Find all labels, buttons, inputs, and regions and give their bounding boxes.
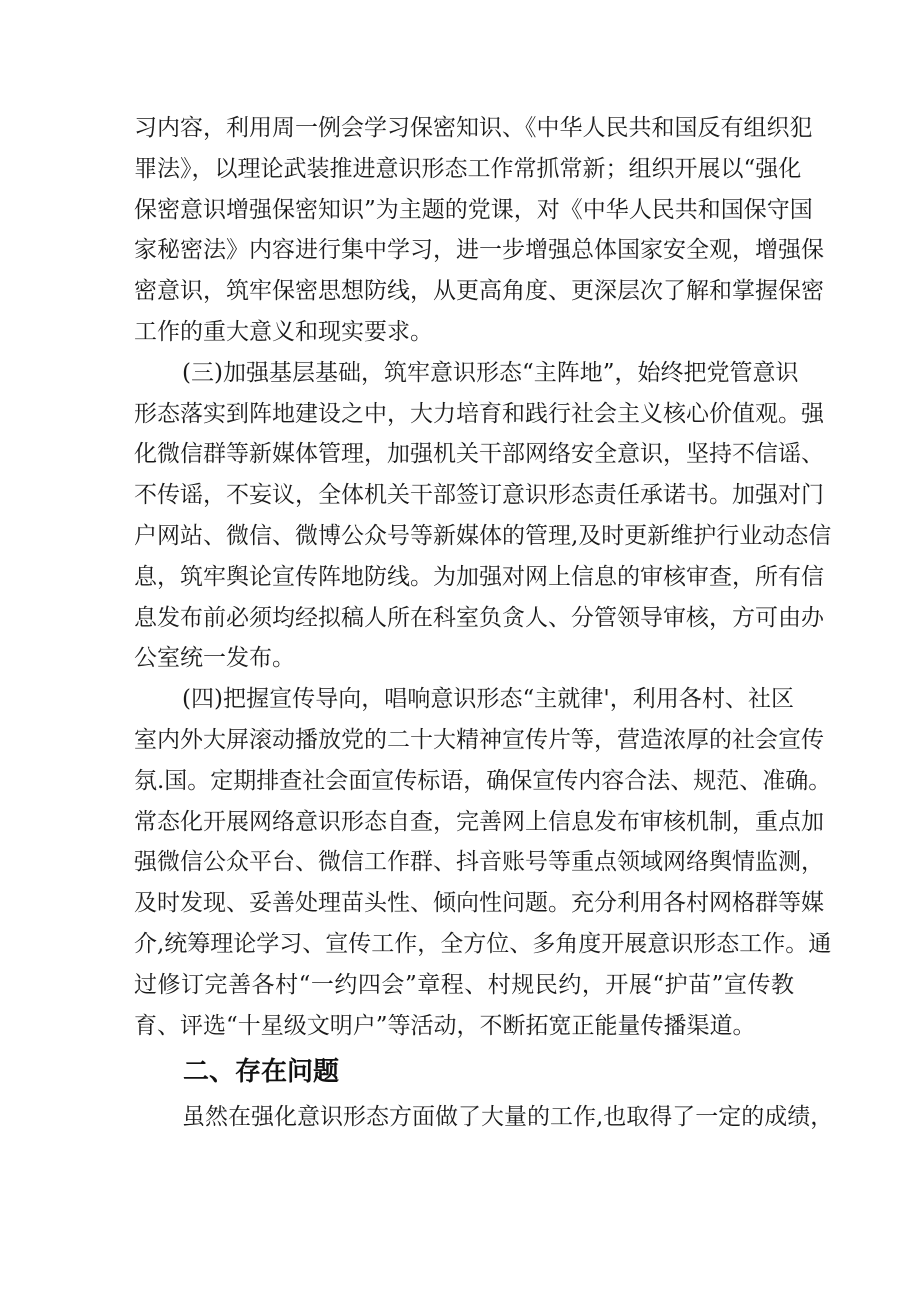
paragraph-2-line-8: 公室统一发布。 [134,645,295,671]
paragraph-2-line-5: 户网站、微信、微博公众号等新媒体的管理,及时更新维护行业动态信 [134,523,832,549]
paragraph-1-line-3: 保密意识增强保密知识”为主题的党课，对《中华人民共和国保守国 [134,197,813,223]
paragraph-3-line-8: 过修订完善各村“一约四会”章程、村规民约，开展“护苗”宣传教 [134,972,794,998]
paragraph-3-line-2: 室内外大屏滚动播放党的二十大精神宣传片等，营造浓厚的社会宣传 [134,727,824,753]
paragraph-3-line-4: 常态化开展网络意识形态自查，完善网上信息发布审核机制，重点加 [134,809,824,835]
paragraph-2-line-3: 化微信群等新媒体管理，加强机关干部网络安全意识，坚持不信谣、 [134,441,824,467]
paragraph-1-line-2: 罪法》，以理论武装推进意识形态工作常抓常新；组织开展以“强化 [134,156,802,182]
paragraph-3-line-5: 强微信公众平台、微信工作群、抖音账号等重点领域网络舆情监测， [134,849,824,875]
paragraph-2-line-4: 不传谣，不妄议，全体机关干部签订意识形态责任承诺书。加强对门 [134,482,824,508]
paragraph-1-line-6: 工作的重大意义和现实要求。 [134,319,433,345]
paragraph-2-line-7: 息发布前必须均经拟稿人所在科室负贪人、分管领导审核，方可由办 [134,605,824,631]
paragraph-1-line-1: 习内容，利用周一例会学习保密知识、《中华人民共和国反有组织犯 [134,115,813,141]
section-heading: 二、存在问题 [183,1057,340,1087]
paragraph-2-line-2: 形态落实到阵地建设之中，大力培育和践行社会主义核心价值观。强 [134,401,824,427]
paragraph-3-line-6: 及时发现、妥善处理苗头性、倾向性问题。充分利用各村网格群等媒 [134,890,824,916]
paragraph-4-line-1: 虽然在强化意识形态方面做了大量的工作,也取得了一定的成绩， [182,1104,834,1130]
paragraph-1-line-4: 家秘密法》内容进行集中学习，进一步增强总体国家安全观，增强保 [134,237,824,263]
paragraph-3-line-9: 育、评选“十星级文明户”等活动，不断拓宽正能量传播渠道。 [134,1013,756,1039]
paragraph-2-line-6: 息，筑牢舆论宣传阵地防线。为加强对网上信息的审核审查，所有信 [134,564,824,590]
paragraph-3-line-1: (四)把握宣传导向，唱响意识形态“主就律'，利用各村、社区 [182,686,794,712]
paragraph-3-line-7: 介,统筹理论学习、宣传工作，全方位、多角度开展意识形态工作。通 [134,931,832,957]
paragraph-3-line-3: 氛.国。定期排查社会面宣传标语，确保宣传内容合法、规范、准确。 [134,768,832,794]
paragraph-1-line-5: 密意识，筑牢保密思想防线，从更高角度、更深层次了解和掌握保密 [134,278,824,304]
paragraph-2-line-1: (三)加强基层基础，筑牢意识形态“主阵地”，始终把党管意识 [182,360,799,386]
